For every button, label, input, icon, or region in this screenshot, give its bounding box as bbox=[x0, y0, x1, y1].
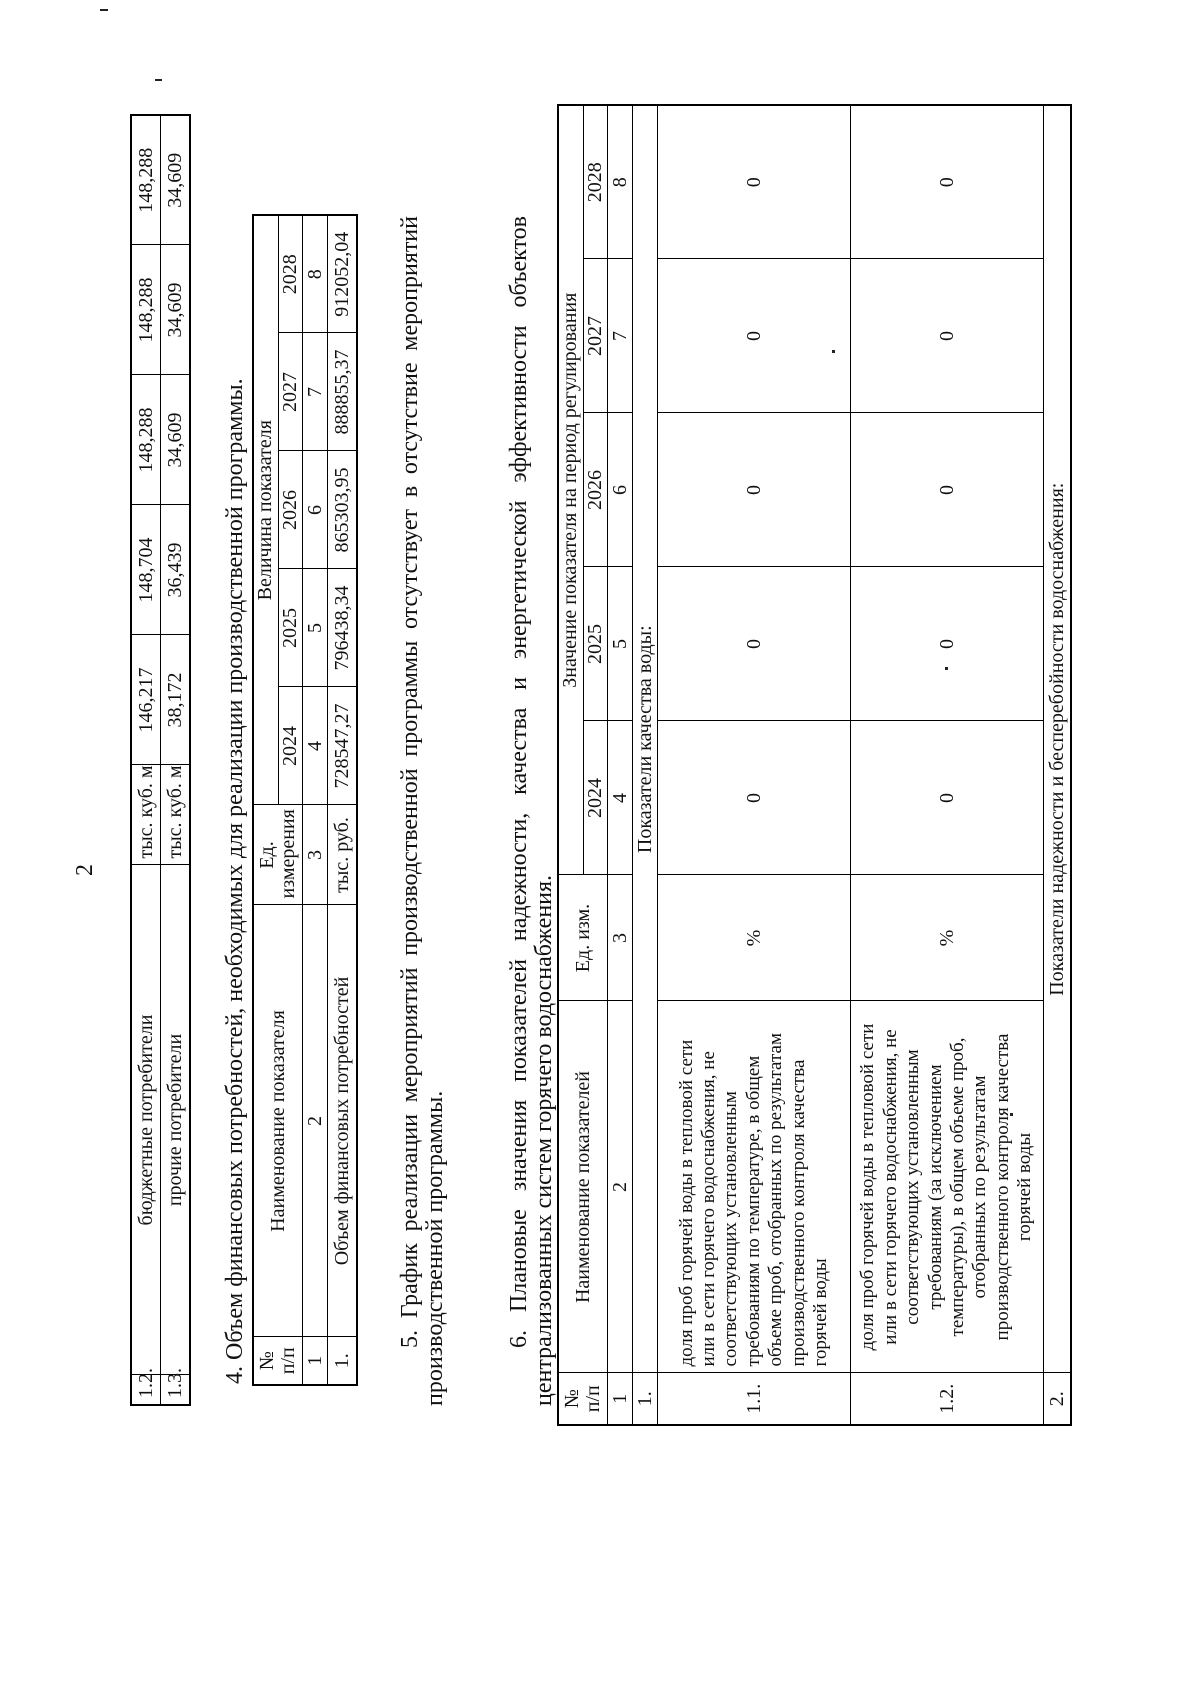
index-cell: 8 bbox=[608, 105, 633, 259]
value-cell: 148,288 bbox=[131, 115, 161, 245]
column-header-num: № п/п bbox=[558, 1373, 608, 1425]
table-row bbox=[851, 105, 1044, 1425]
value-cell: 0 bbox=[658, 721, 851, 875]
index-cell: 3 bbox=[608, 875, 633, 1001]
value-cell: 728547,27 bbox=[328, 687, 358, 805]
value-cell: 148,288 bbox=[131, 375, 161, 505]
index-cell: 5 bbox=[608, 567, 633, 721]
scan-speck bbox=[100, 9, 108, 11]
index-cell: 8 bbox=[303, 215, 328, 333]
indicator-name: доля проб горячей воды в тепловой сети или в сети горячего водоснабжения, не соответствующих установленным требованиям по температуре, в общем объеме проб, отобранных по результатам производственного контроля качества горячей воды bbox=[658, 1001, 851, 1373]
year-header: 2028 bbox=[278, 215, 302, 333]
year-header: 2028 bbox=[583, 105, 607, 259]
value-cell: 0 bbox=[851, 567, 1044, 721]
column-header-num: № п/п bbox=[253, 1337, 303, 1385]
section5-paragraph: 5. График реализации мероприятий производственной программы отсутствует в отсутствие мероприятий производственной программы. bbox=[397, 216, 449, 1406]
group-number: 2. bbox=[1044, 1373, 1072, 1425]
index-row bbox=[608, 105, 633, 1425]
index-cell: 4 bbox=[608, 721, 633, 875]
year-header: 2027 bbox=[583, 259, 607, 413]
index-row bbox=[303, 215, 328, 1385]
page-number: 2 bbox=[72, 864, 98, 876]
index-cell: 3 bbox=[303, 805, 328, 905]
scan-speck bbox=[155, 79, 162, 81]
value-cell: 34,609 bbox=[161, 245, 191, 375]
group-title: Показатели качества воды: bbox=[633, 105, 658, 1373]
group-row bbox=[633, 105, 658, 1425]
group-row bbox=[1044, 105, 1072, 1425]
index-cell: 1 bbox=[608, 1373, 633, 1425]
index-cell: 2 bbox=[608, 1001, 633, 1373]
column-header-unit: Ед. изм. bbox=[558, 875, 608, 1001]
index-cell: 7 bbox=[303, 333, 328, 451]
value-cell: 0 bbox=[851, 413, 1044, 567]
value-cell: 912052,04 bbox=[328, 215, 358, 333]
value-cell: 36,439 bbox=[161, 505, 191, 635]
unit-cell: тыс. куб. м bbox=[161, 765, 191, 865]
value-cell: 888855,37 bbox=[328, 333, 358, 451]
value-cell: 38,172 bbox=[161, 635, 191, 765]
indicator-name: доля проб горячей воды в тепловой сети или в сети горячего водоснабжения, не соответствующих установленным требованиям (за исключением температуры), в общем объеме проб, отобранных по результатам производственного контроля качества горячей воды bbox=[851, 1001, 1044, 1373]
index-cell: 1 bbox=[303, 1337, 328, 1385]
unit-cell: % bbox=[658, 875, 851, 1001]
group-number: 1. bbox=[633, 1373, 658, 1425]
row-number: 1.3. bbox=[161, 1375, 191, 1405]
section6-paragraph: 6. Плановые значения показателей надежности, качества и энергетической эффективности объектов централизованных систем горячего водоснабжения. bbox=[506, 216, 558, 1406]
section4-heading: 4. Объем финансовых потребностей, необходимых для реализации производственной программы. bbox=[222, 378, 248, 1384]
table-row bbox=[658, 105, 851, 1425]
value-cell: 146,217 bbox=[131, 635, 161, 765]
index-cell: 4 bbox=[303, 687, 328, 805]
table-row bbox=[131, 115, 161, 1405]
table-row bbox=[328, 215, 358, 1385]
column-header-unit: Ед. измерения bbox=[253, 805, 303, 905]
index-cell: 2 bbox=[303, 905, 328, 1337]
index-cell: 5 bbox=[303, 569, 328, 687]
index-cell: 7 bbox=[608, 259, 633, 413]
column-header-value-group: Значение показателя на период регулирования bbox=[558, 105, 583, 875]
indicator-name: Объем финансовых потребностей bbox=[328, 905, 358, 1337]
year-header: 2026 bbox=[278, 451, 302, 569]
year-header: 2026 bbox=[583, 413, 607, 567]
column-header-value-group: Величина показателя bbox=[253, 215, 278, 805]
year-header: 2024 bbox=[278, 687, 302, 805]
value-cell: 865303,95 bbox=[328, 451, 358, 569]
value-cell: 0 bbox=[658, 413, 851, 567]
value-cell: 34,609 bbox=[161, 115, 191, 245]
consumer-name: прочие потребители bbox=[161, 865, 191, 1375]
consumer-name: бюджетные потребители bbox=[131, 865, 161, 1375]
value-cell: 0 bbox=[851, 721, 1044, 875]
year-header: 2025 bbox=[278, 569, 302, 687]
value-cell: 0 bbox=[851, 105, 1044, 259]
row-number: 1.2. bbox=[851, 1373, 1044, 1425]
row-number: 1.1. bbox=[658, 1373, 851, 1425]
value-cell: 148,288 bbox=[131, 245, 161, 375]
value-cell: 0 bbox=[851, 259, 1044, 413]
value-cell: 796438,34 bbox=[328, 569, 358, 687]
index-cell: 6 bbox=[608, 413, 633, 567]
value-cell: 0 bbox=[658, 105, 851, 259]
unit-cell: тыс. руб. bbox=[328, 805, 358, 905]
column-header-name: Наименование показателей bbox=[558, 1001, 608, 1373]
value-cell: 34,609 bbox=[161, 375, 191, 505]
year-header: 2027 bbox=[278, 333, 302, 451]
table-row bbox=[161, 115, 191, 1405]
financial-needs-table bbox=[252, 214, 358, 1386]
index-cell: 6 bbox=[303, 451, 328, 569]
value-cell: 148,704 bbox=[131, 505, 161, 635]
unit-cell: % bbox=[851, 875, 1044, 1001]
year-header: 2025 bbox=[583, 567, 607, 721]
unit-cell: тыс. куб. м bbox=[131, 765, 161, 865]
value-cell: 0 bbox=[658, 567, 851, 721]
consumption-table bbox=[130, 114, 191, 1406]
row-number: 1.2. bbox=[131, 1375, 161, 1405]
indicators-table bbox=[557, 104, 1072, 1426]
year-header: 2024 bbox=[583, 721, 607, 875]
column-header-name: Наименование показателя bbox=[253, 905, 303, 1337]
value-cell: 0 bbox=[658, 259, 851, 413]
group-title: Показатели надежности и бесперебойности водоснабжения: bbox=[1044, 105, 1072, 1373]
row-number: 1. bbox=[328, 1337, 358, 1385]
